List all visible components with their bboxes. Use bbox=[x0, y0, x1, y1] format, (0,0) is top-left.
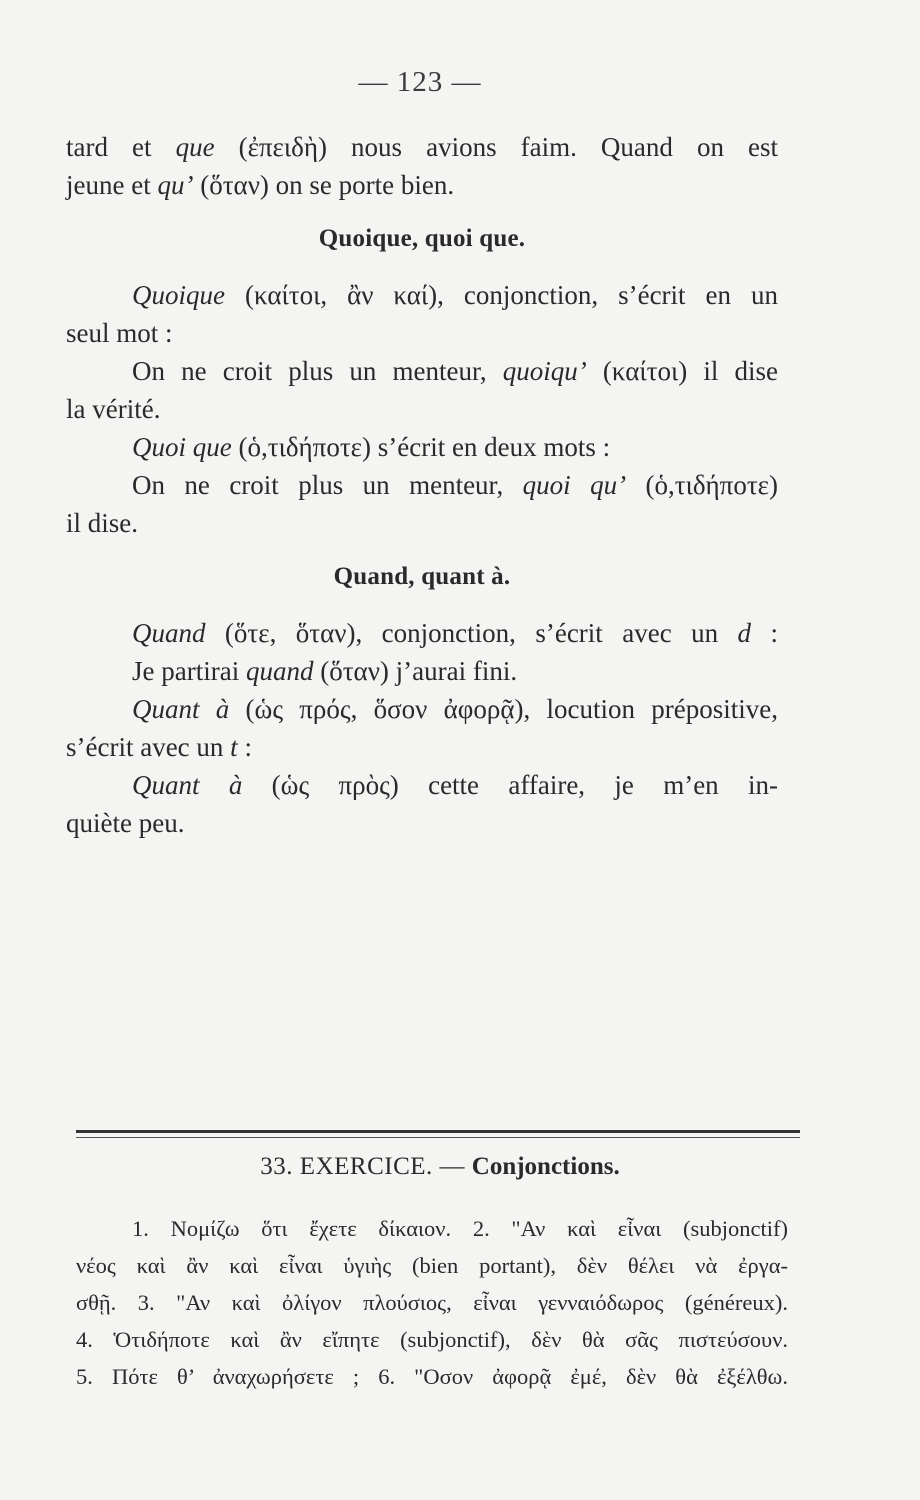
text-line: tard et que (ἐπειδὴ) nous avions faim. Quand on est bbox=[66, 132, 778, 162]
exercise-text bbox=[76, 1210, 788, 1395]
text-line: Quant à (ὡς πρός, ὅσον ἀφορᾷ), locution prépositive, bbox=[132, 694, 778, 724]
section-heading-quoique: Quoique, quoi que. bbox=[318, 225, 526, 252]
section-divider-thin bbox=[76, 1137, 800, 1138]
text-line: On ne croit plus un menteur, quoi qu’ (ὁ,τιδήποτε) bbox=[132, 470, 778, 500]
text-line: la vérité. bbox=[66, 394, 161, 424]
exercise-line: 1. Νομίζω ὅτι ἔχετε δίκαιον. 2. "Αν καὶ εἶναι (subjonctif) bbox=[132, 1216, 788, 1241]
text-line: Quoi que (ὁ,τιδήποτε) s’écrit en deux mots : bbox=[132, 432, 611, 462]
text-line: Je partirai quand (ὅταν) j’aurai fini. bbox=[132, 656, 518, 686]
text-line: On ne croit plus un menteur, quoiqu’ (καίτοι) il dise bbox=[132, 356, 778, 386]
exercise-line: νέος καὶ ἂν καὶ εἶναι ὑγιὴς (bien portant), δὲν θέλει νὰ ἐργα- bbox=[76, 1253, 788, 1278]
text-line: Quoique (καίτοι, ἂν καί), conjonction, s’écrit en un bbox=[132, 280, 778, 310]
text-line: il dise. bbox=[66, 508, 138, 538]
text-line: jeune et qu’ (ὅταν) on se porte bien. bbox=[66, 170, 455, 200]
text-line: Quand (ὅτε, ὅταν), conjonction, s’écrit avec un d : bbox=[132, 618, 778, 648]
main-text bbox=[66, 128, 778, 842]
text-line: seul mot : bbox=[66, 318, 173, 348]
exercise-line: σθῇ. 3. "Αν καὶ ὀλίγον πλούσιος, εἶναι γενναιόδωρος (généreux). bbox=[76, 1290, 788, 1315]
section-heading-quand: Quand, quant à. bbox=[333, 563, 511, 590]
text-line: Quant à (ὡς πρὸς) cette affaire, je m’en in- bbox=[132, 770, 779, 800]
exercise-title: 33. EXERCICE. — Conjonctions. bbox=[260, 1153, 620, 1180]
text-line: quiète peu. bbox=[66, 808, 185, 838]
text-line: s’écrit avec un t : bbox=[66, 732, 252, 762]
exercise-line: 4. Ὁτιδήποτε καὶ ἂν εἴπητε (subjonctif), δὲν θὰ σᾶς πιστεύσουν. bbox=[76, 1327, 788, 1352]
section-divider bbox=[76, 1130, 800, 1133]
exercise-line: 5. Πότε θ’ ἀναχωρήσετε ; 6. "Οσον ἀφορᾷ ἐμέ, δὲν θὰ ἐξέλθω. bbox=[76, 1364, 788, 1389]
page-number: — 123 — bbox=[358, 66, 482, 98]
